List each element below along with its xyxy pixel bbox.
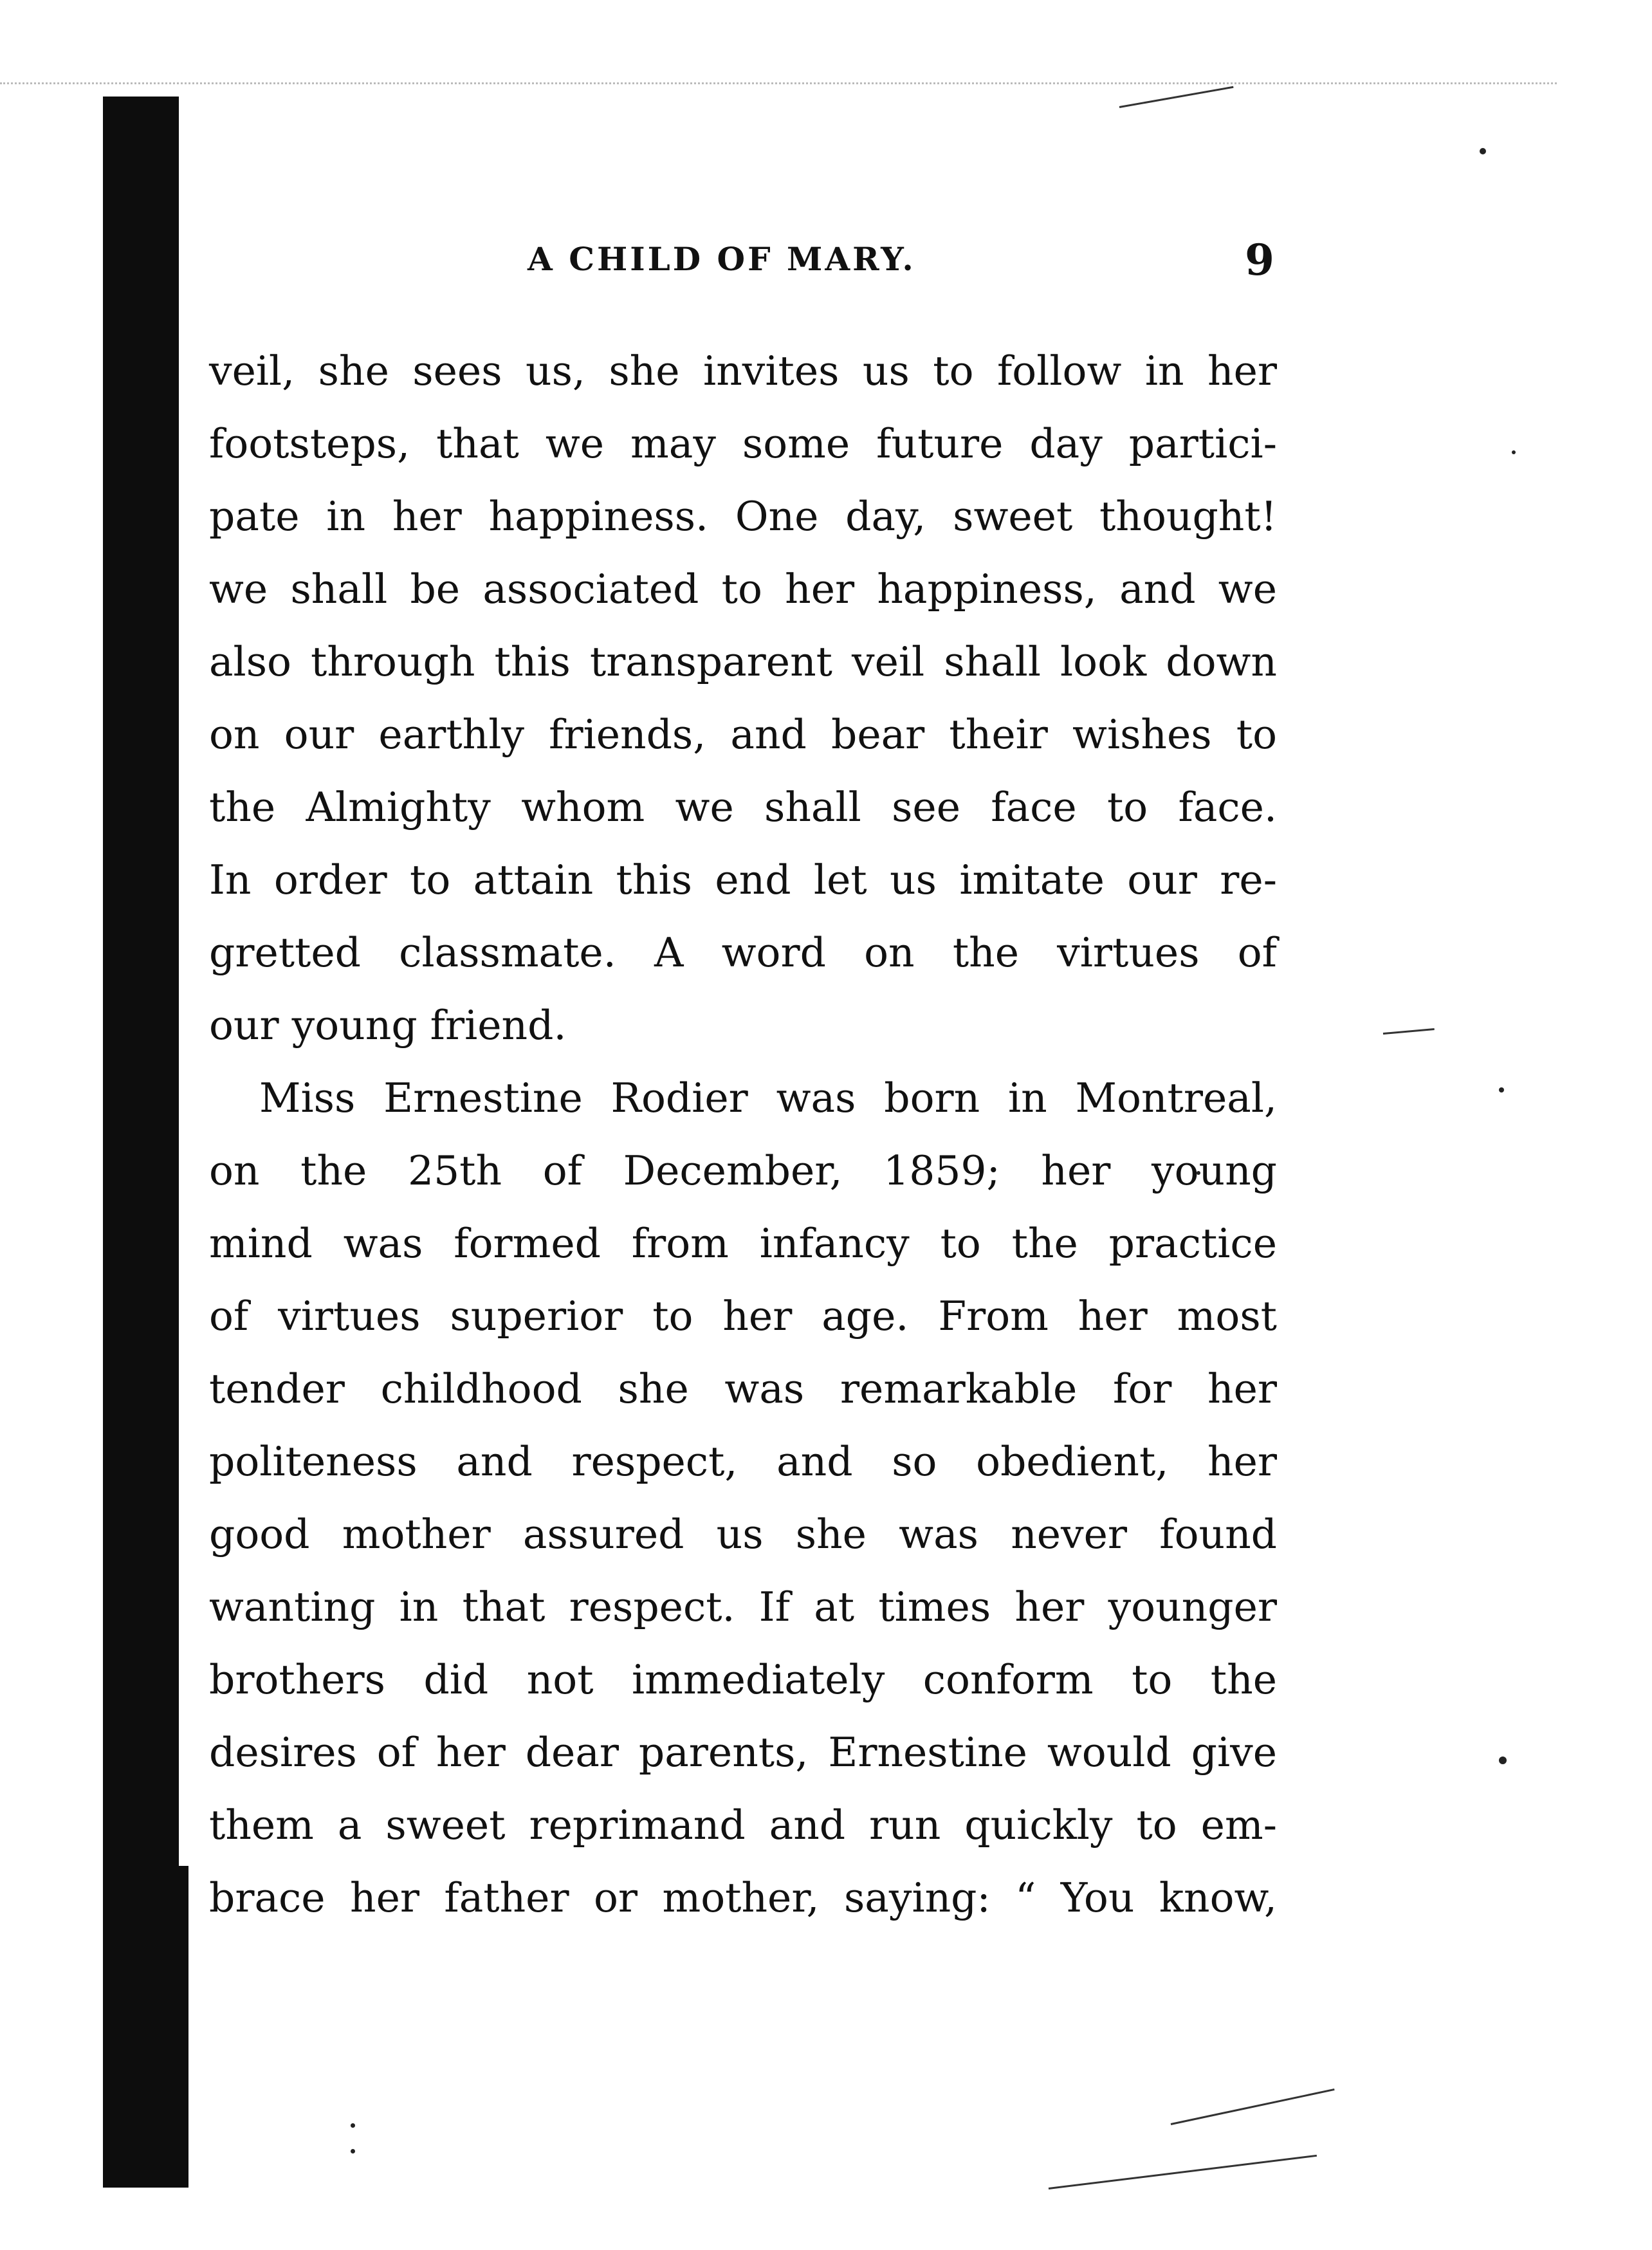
scan-pen-stroke	[1049, 2155, 1317, 2190]
scan-top-edge	[0, 82, 1557, 86]
text-line: politeness and respect, and so obedient, her	[209, 1438, 1277, 1485]
text-line: veil, she sees us, she invites us to follow in her	[209, 347, 1277, 394]
text-line: good mother assured us she was never found	[209, 1511, 1277, 1558]
text-line: on the 25th of December, 1859; her young	[209, 1147, 1277, 1194]
text-line: pate in her happiness. One day, sweet thought!	[209, 493, 1277, 540]
page-number: 9	[1245, 235, 1274, 285]
scan-speck	[351, 2149, 355, 2153]
text-line: of virtues superior to her age. From her most	[209, 1293, 1277, 1340]
running-head-title: A CHILD OF MARY.	[528, 240, 916, 278]
body-text	[209, 335, 1277, 1934]
text-line: footsteps, that we may some future day partici-	[209, 420, 1277, 467]
text-line: wanting in that respect. If at times her younger	[209, 1583, 1277, 1630]
text-line: brothers did not immediately conform to the	[209, 1656, 1277, 1703]
scan-speck	[1512, 450, 1516, 454]
scan-speck	[1480, 148, 1486, 154]
text-line: the Almighty whom we shall see face to face.	[209, 784, 1277, 831]
text-line: also through this transparent veil shall look down	[209, 638, 1277, 685]
scan-speck	[1499, 1087, 1504, 1093]
text-line: In order to attain this end let us imitate our re-	[209, 856, 1277, 903]
text-line: brace her father or mother, saying: “ You know,	[209, 1874, 1277, 1921]
scan-pen-stroke	[1383, 1028, 1435, 1035]
text-line: we shall be associated to her happiness, and we	[209, 566, 1277, 613]
scan-speck	[1499, 1757, 1507, 1764]
scan-pen-stroke	[1171, 2089, 1335, 2125]
scan-pen-stroke	[1119, 86, 1234, 108]
text-line: Miss Ernestine Rodier was born in Montreal,	[259, 1074, 1277, 1121]
scan-speck	[351, 2123, 355, 2128]
text-line: our young friend.	[209, 1002, 567, 1049]
text-line: tender childhood she was remarkable for her	[209, 1365, 1277, 1412]
text-line: them a sweet reprimand and run quickly to em-	[209, 1802, 1277, 1849]
text-line: desires of her dear parents, Ernestine would give	[209, 1729, 1277, 1776]
text-line: on our earthly friends, and bear their wishes to	[209, 711, 1277, 758]
scan-binding-shadow-lower	[108, 1866, 188, 2188]
running-head	[0, 235, 1280, 286]
text-line: gretted classmate. A word on the virtues of	[209, 929, 1277, 976]
text-line: mind was formed from infancy to the practice	[209, 1220, 1277, 1267]
